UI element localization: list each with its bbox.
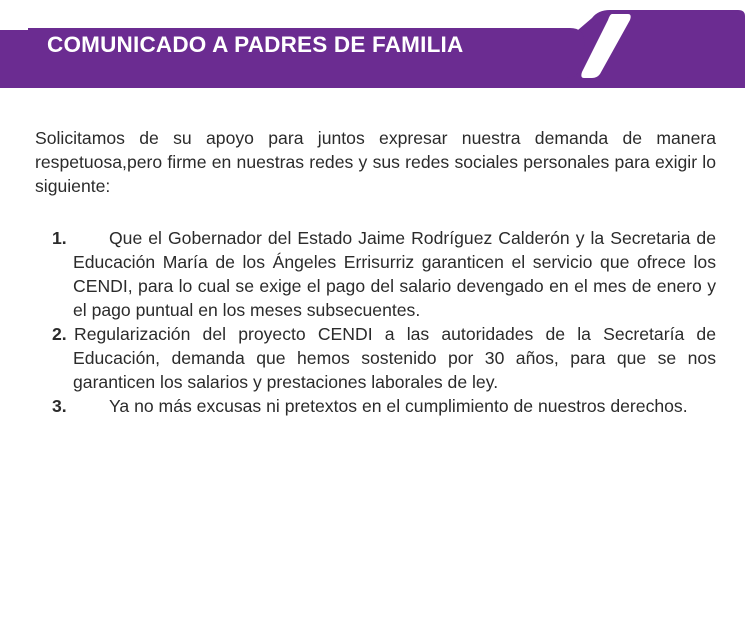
intro-paragraph: Solicitamos de su apoyo para juntos expresar nuestra demanda de manera respetuosa,pero firme en nuestras redes y sus redes sociales personales para exigir lo siguiente: (35, 128, 716, 196)
banner-bottom-edge (0, 88, 745, 100)
demands-list (52, 226, 716, 418)
demand-number-2: 2. (52, 324, 67, 344)
demand-number-3: 3. (52, 396, 67, 416)
demand-text-2: Regularización del proyecto CENDI a las autoridades de la Secretaría de Educación, demanda que hemos sostenido por 30 años, para que se nos garanticen los salarios y prestaciones laborales de ley. (73, 324, 716, 392)
page-title: COMUNICADO A PADRES DE FAMILIA (47, 32, 464, 57)
demand-text-1: Que el Gobernador del Estado Jaime Rodríguez Calderón y la Secretaria de Educación María de los Ángeles Errisurriz garanticen el servicio que ofrece los CENDI, para lo cual se exige el pago del salario devengado en el mes de enero y el pago puntual en los meses subsecuentes. (73, 228, 716, 320)
demand-item-3 (52, 394, 716, 418)
header-banner (0, 0, 745, 100)
demand-number-1: 1. (52, 228, 67, 248)
demand-text-3: Ya no más excusas ni pretextos en el cumplimiento de nuestros derechos. (109, 396, 688, 416)
demand-item-1 (52, 226, 716, 322)
demand-item-2 (52, 322, 716, 394)
